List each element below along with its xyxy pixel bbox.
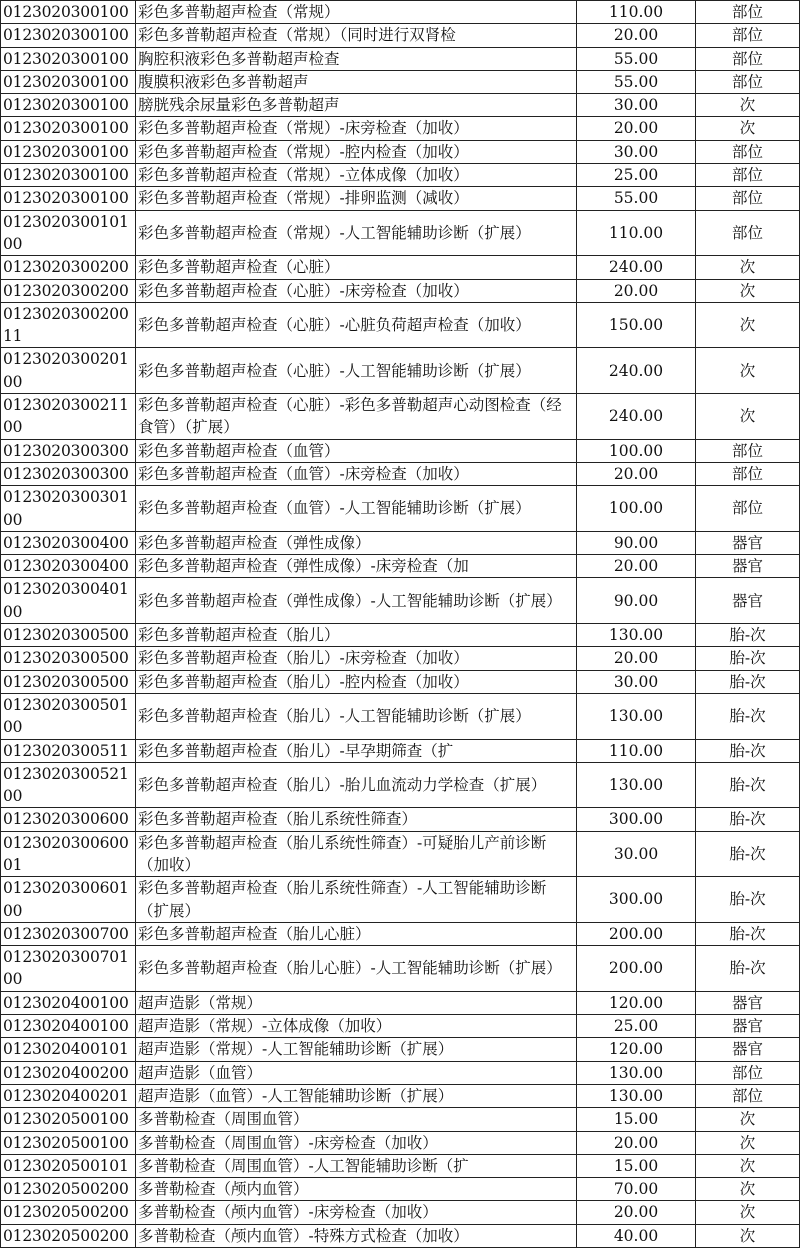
table-row — [1, 439, 800, 462]
item-unit-cell: 部位 — [696, 1061, 800, 1084]
item-price-cell: 130.00 — [577, 762, 696, 808]
item-unit-cell: 次 — [696, 279, 800, 302]
table-row — [1, 831, 800, 877]
item-code-cell: 012302030020011 — [1, 302, 136, 348]
table-row — [1, 578, 800, 624]
table-row — [1, 555, 800, 578]
table-row — [1, 1, 800, 24]
item-price-cell: 30.00 — [577, 670, 696, 693]
item-code-cell: 012302030050100 — [1, 693, 136, 739]
item-price-cell: 200.00 — [577, 946, 696, 992]
item-price-cell: 55.00 — [577, 70, 696, 93]
item-name-cell: 彩色多普勒超声检查（胎儿系统性筛查） — [136, 808, 577, 831]
table-row — [1, 1201, 800, 1224]
item-unit-cell: 部位 — [696, 439, 800, 462]
table-row — [1, 164, 800, 187]
table-row — [1, 1154, 800, 1177]
item-code-cell: 0123020300400 — [1, 531, 136, 554]
item-price-cell: 240.00 — [577, 394, 696, 440]
item-name-cell: 彩色多普勒超声检查（弹性成像）-人工智能辅助诊断（扩展） — [136, 578, 577, 624]
item-unit-cell: 胎-次 — [696, 624, 800, 647]
item-unit-cell: 器官 — [696, 991, 800, 1014]
table-row — [1, 808, 800, 831]
item-unit-cell: 次 — [696, 1201, 800, 1224]
item-unit-cell: 次 — [696, 117, 800, 140]
item-price-cell: 55.00 — [577, 187, 696, 210]
item-name-cell: 彩色多普勒超声检查（血管） — [136, 439, 577, 462]
item-price-cell: 100.00 — [577, 486, 696, 532]
item-code-cell: 0123020300300 — [1, 439, 136, 462]
item-name-cell: 多普勒检查（颅内血管）-床旁检查（加收） — [136, 1201, 577, 1224]
table-row — [1, 762, 800, 808]
item-unit-cell: 器官 — [696, 555, 800, 578]
item-unit-cell: 部位 — [696, 47, 800, 70]
table-row — [1, 256, 800, 279]
table-row — [1, 348, 800, 394]
item-unit-cell: 次 — [696, 1131, 800, 1154]
item-unit-cell: 器官 — [696, 1015, 800, 1038]
item-code-cell: 0123020300700 — [1, 922, 136, 945]
item-unit-cell: 次 — [696, 1108, 800, 1131]
item-unit-cell: 器官 — [696, 1038, 800, 1061]
item-price-cell: 90.00 — [577, 531, 696, 554]
item-price-cell: 300.00 — [577, 877, 696, 923]
table-row — [1, 1038, 800, 1061]
table-row — [1, 1224, 800, 1247]
item-price-cell: 110.00 — [577, 1, 696, 24]
item-unit-cell: 胎-次 — [696, 670, 800, 693]
item-unit-cell: 胎-次 — [696, 693, 800, 739]
item-code-cell: 0123020300100 — [1, 70, 136, 93]
item-name-cell: 彩色多普勒超声检查（胎儿） — [136, 624, 577, 647]
table-row — [1, 624, 800, 647]
item-price-cell: 120.00 — [577, 1038, 696, 1061]
table-row — [1, 462, 800, 485]
item-price-cell: 40.00 — [577, 1224, 696, 1247]
item-unit-cell: 胎-次 — [696, 831, 800, 877]
table-row — [1, 1131, 800, 1154]
item-unit-cell: 部位 — [696, 486, 800, 532]
table-row — [1, 946, 800, 992]
item-code-cell: 0123020500101 — [1, 1154, 136, 1177]
item-price-cell: 25.00 — [577, 164, 696, 187]
item-name-cell: 彩色多普勒超声检查（胎儿）-床旁检查（加收） — [136, 647, 577, 670]
item-unit-cell: 胎-次 — [696, 877, 800, 923]
table-row — [1, 302, 800, 348]
item-unit-cell: 次 — [696, 1154, 800, 1177]
item-price-cell: 20.00 — [577, 24, 696, 47]
item-code-cell: 0123020300200 — [1, 279, 136, 302]
item-price-cell: 240.00 — [577, 348, 696, 394]
item-price-cell: 110.00 — [577, 739, 696, 762]
item-name-cell: 彩色多普勒超声检查（心脏）-心脏负荷超声检查（加收） — [136, 302, 577, 348]
item-name-cell: 彩色多普勒超声检查（胎儿）-人工智能辅助诊断（扩展） — [136, 693, 577, 739]
item-price-cell: 100.00 — [577, 439, 696, 462]
item-price-cell: 20.00 — [577, 555, 696, 578]
item-name-cell: 超声造影（血管） — [136, 1061, 577, 1084]
table-row — [1, 991, 800, 1014]
item-price-cell: 20.00 — [577, 279, 696, 302]
item-code-cell: 0123020300100 — [1, 187, 136, 210]
table-row — [1, 486, 800, 532]
item-price-cell: 90.00 — [577, 578, 696, 624]
item-code-cell: 0123020300100 — [1, 47, 136, 70]
item-unit-cell: 次 — [696, 302, 800, 348]
item-code-cell: 0123020500100 — [1, 1108, 136, 1131]
item-name-cell: 彩色多普勒超声检查（心脏）-人工智能辅助诊断（扩展） — [136, 348, 577, 394]
item-name-cell: 多普勒检查（颅内血管）-特殊方式检查（加收） — [136, 1224, 577, 1247]
item-code-cell: 0123020300100 — [1, 24, 136, 47]
item-code-cell: 012302030010100 — [1, 210, 136, 256]
item-price-cell: 200.00 — [577, 922, 696, 945]
item-name-cell: 多普勒检查（颅内血管） — [136, 1178, 577, 1201]
item-code-cell: 0123020400200 — [1, 1061, 136, 1084]
table-row — [1, 1084, 800, 1107]
item-code-cell: 012302030060100 — [1, 877, 136, 923]
item-name-cell: 超声造影（常规）-立体成像（加收） — [136, 1015, 577, 1038]
item-code-cell: 0123020300500 — [1, 670, 136, 693]
item-name-cell: 彩色多普勒超声检查（血管）-床旁检查（加收） — [136, 462, 577, 485]
item-price-cell: 20.00 — [577, 117, 696, 140]
item-code-cell: 0123020400100 — [1, 991, 136, 1014]
price-table-body — [1, 1, 800, 1248]
table-row — [1, 47, 800, 70]
item-code-cell: 0123020500200 — [1, 1178, 136, 1201]
item-name-cell: 彩色多普勒超声检查（胎儿）-胎儿血流动力学检查（扩展） — [136, 762, 577, 808]
item-name-cell: 彩色多普勒超声检查（常规）-人工智能辅助诊断（扩展） — [136, 210, 577, 256]
table-row — [1, 94, 800, 117]
item-name-cell: 彩色多普勒超声检查（胎儿系统性筛查）-人工智能辅助诊断（扩展） — [136, 877, 577, 923]
table-row — [1, 1061, 800, 1084]
item-unit-cell: 次 — [696, 348, 800, 394]
item-unit-cell: 部位 — [696, 210, 800, 256]
item-code-cell: 0123020300100 — [1, 164, 136, 187]
item-name-cell: 彩色多普勒超声检查（胎儿）-早孕期筛查（扩 — [136, 739, 577, 762]
item-name-cell: 彩色多普勒超声检查（弹性成像）-床旁检查（加 — [136, 555, 577, 578]
item-code-cell: 0123020300100 — [1, 1, 136, 24]
item-price-cell: 300.00 — [577, 808, 696, 831]
item-name-cell: 胸腔积液彩色多普勒超声检查 — [136, 47, 577, 70]
item-price-cell: 30.00 — [577, 94, 696, 117]
item-name-cell: 多普勒检查（周围血管）-床旁检查（加收） — [136, 1131, 577, 1154]
item-name-cell: 膀胱残余尿量彩色多普勒超声 — [136, 94, 577, 117]
table-row — [1, 922, 800, 945]
item-code-cell: 012302030040100 — [1, 578, 136, 624]
item-name-cell: 彩色多普勒超声检查（胎儿心脏）-人工智能辅助诊断（扩展） — [136, 946, 577, 992]
item-price-cell: 20.00 — [577, 647, 696, 670]
item-price-cell: 15.00 — [577, 1154, 696, 1177]
item-name-cell: 彩色多普勒超声检查（心脏）-彩色多普勒超声心动图检查（经食管）（扩展） — [136, 394, 577, 440]
item-code-cell: 0123020300100 — [1, 94, 136, 117]
table-row — [1, 24, 800, 47]
item-price-cell: 130.00 — [577, 693, 696, 739]
item-name-cell: 彩色多普勒超声检查（弹性成像） — [136, 531, 577, 554]
item-code-cell: 0123020500200 — [1, 1201, 136, 1224]
item-code-cell: 0123020300500 — [1, 624, 136, 647]
table-row — [1, 670, 800, 693]
item-code-cell: 0123020300400 — [1, 555, 136, 578]
item-unit-cell: 胎-次 — [696, 762, 800, 808]
item-price-cell: 30.00 — [577, 831, 696, 877]
item-price-cell: 20.00 — [577, 1201, 696, 1224]
table-row — [1, 877, 800, 923]
item-unit-cell: 胎-次 — [696, 946, 800, 992]
item-code-cell: 012302030021100 — [1, 394, 136, 440]
table-row — [1, 140, 800, 163]
item-price-cell: 20.00 — [577, 1131, 696, 1154]
item-name-cell: 彩色多普勒超声检查（常规） — [136, 1, 577, 24]
table-row — [1, 1178, 800, 1201]
item-price-cell: 30.00 — [577, 140, 696, 163]
item-unit-cell: 胎-次 — [696, 922, 800, 945]
item-code-cell: 0123020300511 — [1, 739, 136, 762]
item-code-cell: 0123020400201 — [1, 1084, 136, 1107]
item-unit-cell: 次 — [696, 1178, 800, 1201]
item-name-cell: 彩色多普勒超声检查（常规）-腔内检查（加收） — [136, 140, 577, 163]
table-row — [1, 394, 800, 440]
item-unit-cell: 次 — [696, 256, 800, 279]
item-price-cell: 110.00 — [577, 210, 696, 256]
item-name-cell: 彩色多普勒超声检查（胎儿系统性筛查）-可疑胎儿产前诊断（加收） — [136, 831, 577, 877]
item-unit-cell: 部位 — [696, 1, 800, 24]
item-code-cell: 0123020400101 — [1, 1038, 136, 1061]
item-price-cell: 15.00 — [577, 1108, 696, 1131]
item-unit-cell: 部位 — [696, 1084, 800, 1107]
item-code-cell: 012302030020100 — [1, 348, 136, 394]
table-row — [1, 70, 800, 93]
item-price-cell: 130.00 — [577, 1084, 696, 1107]
item-price-cell: 20.00 — [577, 462, 696, 485]
item-name-cell: 彩色多普勒超声检查（常规）（同时进行双肾检 — [136, 24, 577, 47]
item-code-cell: 0123020400100 — [1, 1015, 136, 1038]
item-name-cell: 彩色多普勒超声检查（胎儿）-腔内检查（加收） — [136, 670, 577, 693]
item-unit-cell: 胎-次 — [696, 739, 800, 762]
item-name-cell: 超声造影（常规） — [136, 991, 577, 1014]
item-unit-cell: 次 — [696, 1224, 800, 1247]
item-unit-cell: 部位 — [696, 462, 800, 485]
item-code-cell: 0123020500100 — [1, 1131, 136, 1154]
table-row — [1, 279, 800, 302]
item-code-cell: 0123020500200 — [1, 1224, 136, 1247]
item-name-cell: 彩色多普勒超声检查（常规）-床旁检查（加收） — [136, 117, 577, 140]
item-name-cell: 彩色多普勒超声检查（心脏） — [136, 256, 577, 279]
item-code-cell: 012302030060001 — [1, 831, 136, 877]
item-unit-cell: 次 — [696, 94, 800, 117]
item-code-cell: 012302030070100 — [1, 946, 136, 992]
item-unit-cell: 胎-次 — [696, 808, 800, 831]
item-code-cell: 0123020300100 — [1, 140, 136, 163]
item-code-cell: 0123020300500 — [1, 647, 136, 670]
item-unit-cell: 次 — [696, 394, 800, 440]
table-row — [1, 210, 800, 256]
table-row — [1, 647, 800, 670]
item-price-cell: 150.00 — [577, 302, 696, 348]
item-code-cell: 012302030030100 — [1, 486, 136, 532]
item-price-cell: 25.00 — [577, 1015, 696, 1038]
item-name-cell: 超声造影（常规）-人工智能辅助诊断（扩展） — [136, 1038, 577, 1061]
item-unit-cell: 部位 — [696, 164, 800, 187]
table-row — [1, 187, 800, 210]
table-row — [1, 693, 800, 739]
item-name-cell: 多普勒检查（周围血管） — [136, 1108, 577, 1131]
item-unit-cell: 胎-次 — [696, 647, 800, 670]
item-code-cell: 0123020300100 — [1, 117, 136, 140]
item-unit-cell: 器官 — [696, 531, 800, 554]
item-name-cell: 多普勒检查（周围血管）-人工智能辅助诊断（扩 — [136, 1154, 577, 1177]
item-price-cell: 70.00 — [577, 1178, 696, 1201]
item-code-cell: 0123020300200 — [1, 256, 136, 279]
item-price-cell: 240.00 — [577, 256, 696, 279]
item-name-cell: 腹膜积液彩色多普勒超声 — [136, 70, 577, 93]
item-code-cell: 0123020300300 — [1, 462, 136, 485]
item-name-cell: 彩色多普勒超声检查（血管）-人工智能辅助诊断（扩展） — [136, 486, 577, 532]
item-name-cell: 彩色多普勒超声检查（胎儿心脏） — [136, 922, 577, 945]
item-unit-cell: 部位 — [696, 70, 800, 93]
item-unit-cell: 部位 — [696, 140, 800, 163]
table-row — [1, 1015, 800, 1038]
item-name-cell: 彩色多普勒超声检查（常规）-排卵监测（减收） — [136, 187, 577, 210]
item-unit-cell: 部位 — [696, 187, 800, 210]
item-name-cell: 彩色多普勒超声检查（常规）-立体成像（加收） — [136, 164, 577, 187]
table-row — [1, 1108, 800, 1131]
item-unit-cell: 器官 — [696, 578, 800, 624]
item-price-cell: 55.00 — [577, 47, 696, 70]
item-code-cell: 0123020300600 — [1, 808, 136, 831]
item-price-cell: 130.00 — [577, 1061, 696, 1084]
table-row — [1, 739, 800, 762]
item-code-cell: 012302030052100 — [1, 762, 136, 808]
item-name-cell: 超声造影（血管）-人工智能辅助诊断（扩展） — [136, 1084, 577, 1107]
table-row — [1, 117, 800, 140]
table-row — [1, 531, 800, 554]
item-price-cell: 120.00 — [577, 991, 696, 1014]
item-price-cell: 130.00 — [577, 624, 696, 647]
item-unit-cell: 部位 — [696, 24, 800, 47]
item-name-cell: 彩色多普勒超声检查（心脏）-床旁检查（加收） — [136, 279, 577, 302]
